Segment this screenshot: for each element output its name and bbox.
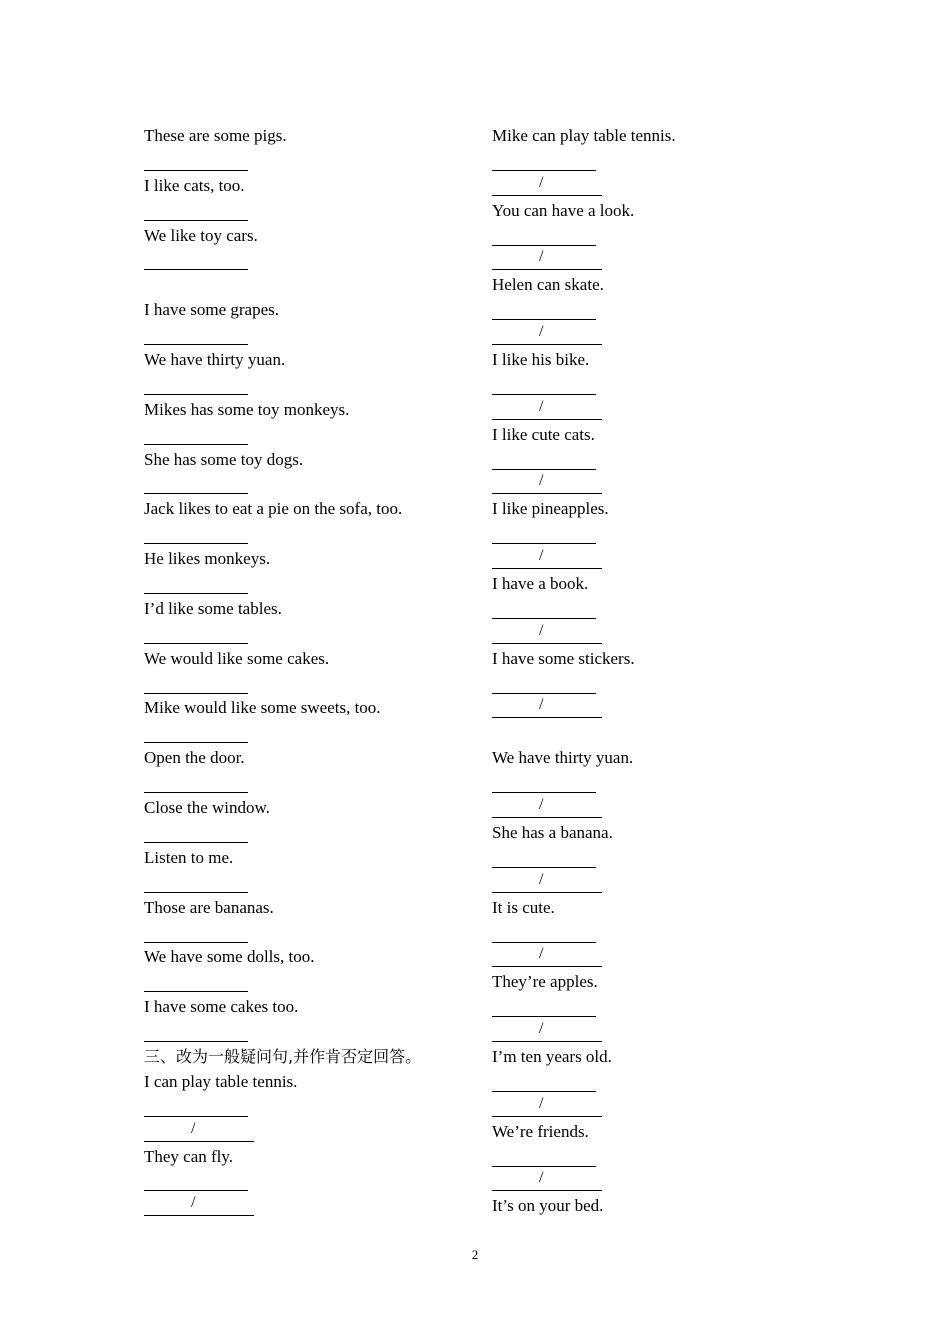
page-number: 2 [471,1247,479,1262]
exercise-sentence: I’d like some tables. [144,598,282,618]
yes-no-answer-blank[interactable] [492,796,602,818]
answer-blank[interactable] [144,821,248,843]
answer-blank[interactable] [144,472,248,494]
answer-blank-row [144,771,474,796]
yes-no-answer-row [492,174,822,199]
answer-separator: / [539,621,544,639]
answer-separator: / [539,248,544,266]
yes-no-answer-blank[interactable] [492,1020,602,1042]
yes-no-answer-row [144,1120,474,1145]
answer-blank[interactable] [492,373,596,395]
answer-blank[interactable] [144,1095,248,1117]
answer-blank[interactable] [144,522,248,544]
answer-blank[interactable] [144,1020,248,1042]
answer-blank[interactable] [492,597,596,619]
answer-blank-row [144,522,474,547]
yes-no-answer-blank[interactable] [492,696,602,718]
exercise-sentence: We have thirty yuan. [492,748,634,768]
answer-separator: / [539,1094,544,1112]
yes-no-answer-blank[interactable] [492,622,602,644]
exercise-sentence: Listen to me. [144,847,234,867]
exercise-sentence: I like cute cats. [492,424,595,444]
exercise-sentence: Jack likes to eat a pie on the sofa, too. [144,499,403,519]
yes-no-answer-row [492,796,822,821]
answer-blank[interactable] [144,672,248,694]
answer-separator: / [539,173,544,191]
answer-separator: / [539,870,544,888]
exercise-sentence: Mike can play table tennis. [492,126,676,145]
yes-no-answer-blank[interactable] [144,1194,254,1216]
exercise-sentence: I like pineapples. [492,499,609,519]
yes-no-answer-row [492,472,822,497]
answer-blank[interactable] [144,921,248,943]
answer-blank-row [144,1020,474,1045]
exercise-sentence: Mikes has some toy monkeys. [144,399,350,419]
answer-blank-row [144,423,474,448]
answer-blank[interactable] [492,1145,596,1167]
yes-no-answer-row [492,398,822,423]
answer-blank-row [144,721,474,746]
exercise-sentence: We have thirty yuan. [144,350,286,370]
yes-no-answer-blank[interactable] [492,323,602,345]
exercise-sentence: It’s on your bed. [492,1196,604,1216]
exercise-sentence: I can play table tennis. [144,1071,298,1091]
answer-separator: / [539,796,544,814]
answer-blank[interactable] [492,448,596,470]
exercise-sentence: Mike would like some sweets, too. [144,698,381,718]
answer-blank[interactable] [144,871,248,893]
spacer-row [144,273,474,298]
exercise-sentence: He likes monkeys. [144,549,271,569]
yes-no-answer-row [492,1169,822,1194]
answer-blank-row [144,248,474,273]
answer-separator: / [539,1020,544,1038]
answer-separator: / [539,547,544,565]
answer-separator: / [539,472,544,490]
exercise-sentence: I have some grapes. [144,300,280,320]
yes-no-answer-blank[interactable] [492,1095,602,1117]
exercise-sentence: I like cats, too. [144,175,245,195]
exercise-sentence: It is cute. [492,897,555,917]
exercise-sentence: I have some stickers. [492,648,635,668]
yes-no-answer-blank[interactable] [492,398,602,420]
answer-blank[interactable] [492,921,596,943]
left-column [144,124,474,1219]
answer-blank[interactable] [144,373,248,395]
answer-blank[interactable] [492,298,596,320]
yes-no-answer-blank[interactable] [492,472,602,494]
answer-blank[interactable] [144,572,248,594]
exercise-sentence: Those are bananas. [144,897,274,917]
exercise-sentence: She has a banana. [492,822,613,842]
yes-no-answer-blank[interactable] [144,1120,254,1142]
answer-separator: / [539,397,544,415]
answer-blank[interactable] [492,1070,596,1092]
answer-blank-row [144,199,474,224]
yes-no-answer-row [492,1095,822,1120]
answer-blank-row [144,970,474,995]
answer-blank[interactable] [492,672,596,694]
answer-separator: / [539,323,544,341]
yes-no-answer-blank[interactable] [492,174,602,196]
exercise-sentence: We like toy cars. [144,225,258,245]
exercise-sentence: We’re friends. [492,1121,589,1141]
answer-blank[interactable] [492,771,596,793]
yes-no-answer-row [492,945,822,970]
yes-no-answer-blank[interactable] [492,871,602,893]
yes-no-answer-row [492,696,822,721]
yes-no-answer-row [492,871,822,896]
answer-blank-row [144,323,474,348]
yes-no-answer-row [492,1020,822,1045]
answer-blank-row [144,672,474,697]
right-column [492,124,822,1219]
exercise-sentence: These are some pigs. [144,126,287,145]
exercise-sentence: Helen can skate. [492,275,604,295]
answer-separator: / [539,945,544,963]
spacer-row [492,721,822,746]
exercise-sentence: They can fly. [144,1146,234,1166]
answer-blank-row [144,149,474,174]
exercise-sentence: They’re apples. [492,972,598,992]
yes-no-answer-row [492,323,822,348]
answer-blank-row [144,871,474,896]
yes-no-answer-row [144,1194,474,1219]
exercise-sentence: We would like some cakes. [144,648,330,668]
answer-blank[interactable] [144,1169,248,1191]
exercise-sentence: Close the window. [144,798,270,818]
yes-no-answer-row [492,248,822,273]
answer-blank[interactable] [144,323,248,345]
answer-blank-row [144,373,474,398]
answer-blank[interactable] [144,771,248,793]
answer-blank-row [144,472,474,497]
answer-blank[interactable] [144,970,248,992]
answer-blank[interactable] [144,199,248,221]
answer-blank[interactable] [144,248,248,270]
exercise-sentence: I like his bike. [492,350,590,370]
yes-no-answer-row [492,622,822,647]
exercise-sentence: She has some toy dogs. [144,449,304,469]
answer-blank-row [144,821,474,846]
answer-blank-row [144,572,474,597]
exercise-sentence: You can have a look. [492,200,635,220]
yes-no-answer-blank[interactable] [492,945,602,967]
answer-blank[interactable] [492,522,596,544]
yes-no-answer-row [492,547,822,572]
answer-blank-row [144,921,474,946]
yes-no-answer-blank[interactable] [492,547,602,569]
answer-blank[interactable] [492,149,596,171]
exercise-sentence: Open the door. [144,748,245,768]
answer-separator: / [191,1194,196,1212]
answer-blank[interactable] [144,149,248,171]
answer-blank[interactable] [492,846,596,868]
answer-blank[interactable] [492,224,596,246]
answer-blank[interactable] [144,622,248,644]
yes-no-answer-blank[interactable] [492,248,602,270]
answer-blank[interactable] [144,423,248,445]
answer-separator: / [191,1119,196,1137]
answer-blank[interactable] [492,995,596,1017]
yes-no-answer-blank[interactable] [492,1169,602,1191]
section-heading: 三、改为一般疑问句,并作肯否定回答。 [144,1046,422,1066]
exercise-sentence: I have some cakes too. [144,997,299,1017]
answer-separator: / [539,696,544,714]
exercise-sentence: I’m ten years old. [492,1046,612,1066]
exercise-sentence: We have some dolls, too. [144,947,315,967]
answer-blank-row [144,622,474,647]
answer-blank[interactable] [144,721,248,743]
answer-separator: / [539,1169,544,1187]
exercise-sentence: I have a book. [492,574,589,594]
